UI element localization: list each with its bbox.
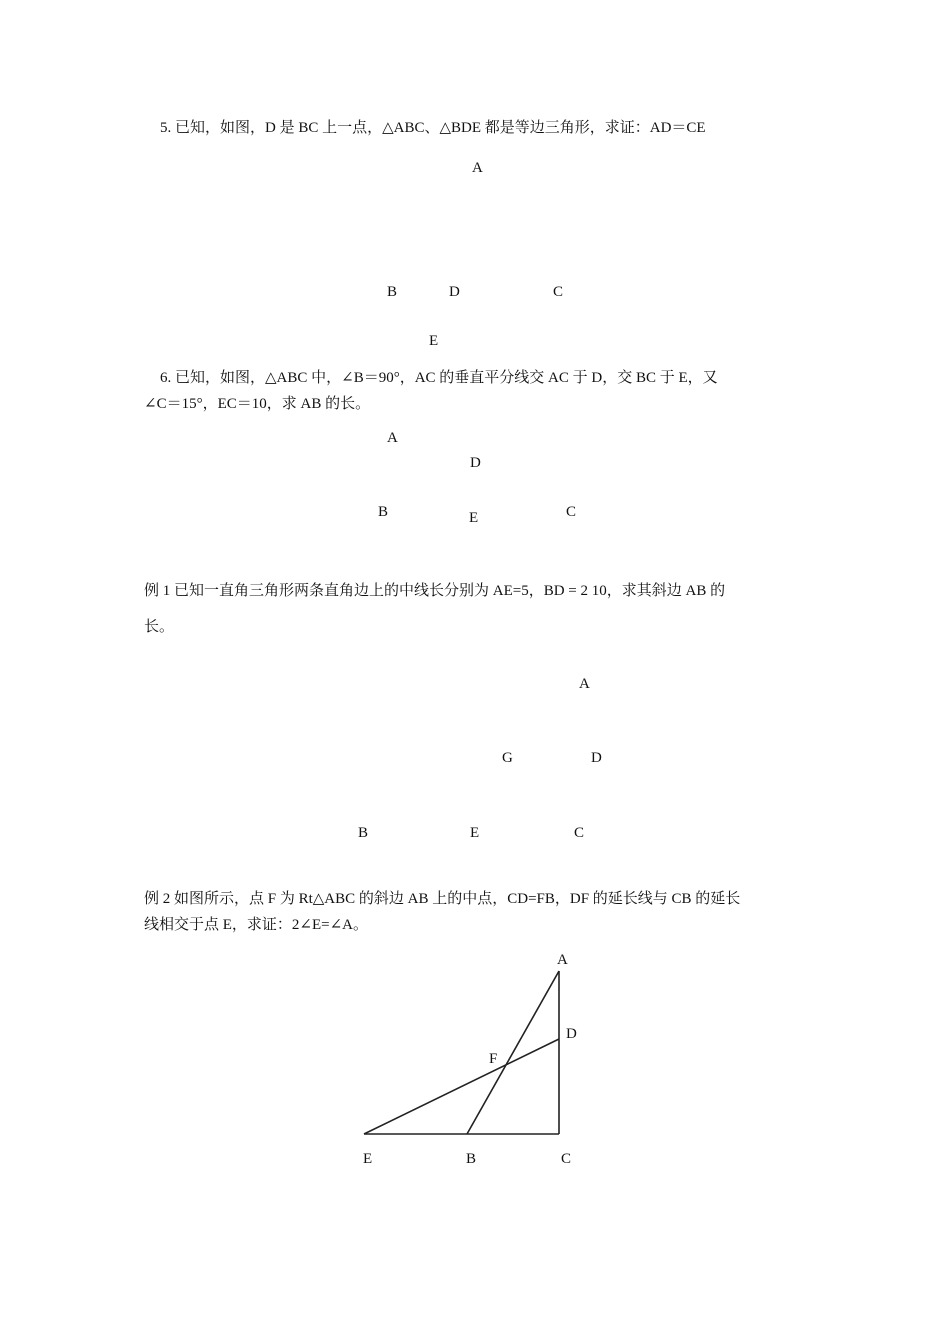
example-2-statement-line-2: 线相交于点 E，求证：2∠E=∠A。	[144, 917, 369, 933]
ex2-label-c: C	[561, 1151, 572, 1167]
ex1-label-g: G	[502, 750, 513, 766]
problem-6-statement-line-2: ∠C＝15°，EC＝10，求 AB 的长。	[144, 396, 371, 412]
ex1-label-e: E	[470, 825, 480, 841]
ex2-label-b: B	[466, 1151, 477, 1167]
ex2-label-d: D	[566, 1026, 577, 1042]
p6-label-b: B	[378, 504, 389, 520]
p5-label-d: D	[449, 284, 460, 300]
p6-label-a: A	[387, 430, 398, 446]
ex1-label-b: B	[358, 825, 369, 841]
example-1-statement-line-2: 长。	[144, 619, 175, 635]
p6-label-d: D	[470, 455, 481, 471]
ex1-label-d: D	[591, 750, 602, 766]
ex2-label-a: A	[557, 952, 568, 968]
segment-ab	[467, 971, 559, 1134]
ex2-label-e: E	[363, 1151, 373, 1167]
ex1-label-a: A	[579, 676, 590, 692]
p6-label-c: C	[566, 504, 577, 520]
p5-label-b: B	[387, 284, 398, 300]
p5-label-a: A	[472, 160, 483, 176]
ex2-label-f: F	[489, 1051, 498, 1067]
ex1-label-c: C	[574, 825, 585, 841]
segment-ed	[364, 1039, 559, 1134]
problem-6-statement-line-1: 6. 已知，如图，△ABC 中，∠B＝90°，AC 的垂直平分线交 AC 于 D，交 BC 于 E，又	[160, 370, 718, 386]
problem-5-statement: 5. 已知，如图，D 是 BC 上一点，△ABC、△BDE 都是等边三角形，求证：AD＝CE	[160, 120, 706, 136]
example-1-statement-line-1: 例 1 已知一直角三角形两条直角边上的中线长分别为 AE=5，BD = 2 10，求其斜边 AB 的	[144, 583, 726, 599]
p5-label-c: C	[553, 284, 564, 300]
p5-label-e: E	[429, 333, 439, 349]
example-2-statement-line-1: 例 2 如图所示，点 F 为 Rt△ABC 的斜边 AB 上的中点，CD=FB，DF 的延长线与 CB 的延长	[144, 891, 741, 907]
p6-label-e: E	[469, 510, 479, 526]
